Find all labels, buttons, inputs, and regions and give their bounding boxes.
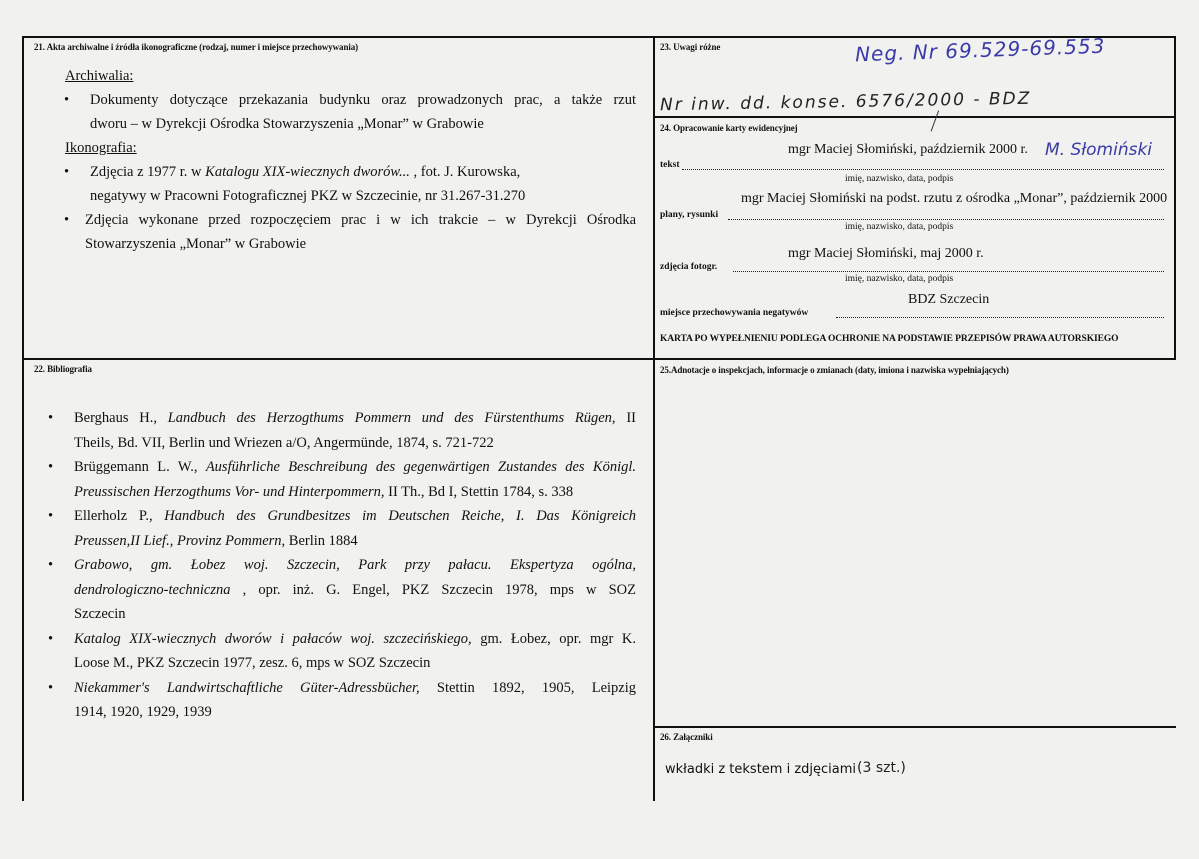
tekst-dotted-line [682, 169, 1164, 170]
handwritten-stroke [931, 110, 951, 135]
middle-border [22, 358, 1176, 360]
bibliography-text: Loose M., PKZ Szczecin 1977, zesz. 6, mps w SOZ Szczecin [74, 655, 431, 671]
bibliography-text: II [615, 410, 636, 426]
tekst-label: tekst [660, 160, 680, 170]
s26-value: wkładki z tekstem i zdjęciami [665, 762, 857, 777]
bibliography-line [74, 627, 636, 652]
zdjecia-value: mgr Maciej Słomiński, maj 2000 r. [788, 246, 984, 261]
s26-handwritten-count: (3 szt.) [857, 760, 906, 776]
bullet-icon: • [48, 557, 54, 573]
bibliography-line [74, 504, 636, 529]
handwritten-inventory-number: Nr inw. dd. konse. 6576/2000 - BDZ [659, 88, 1032, 116]
plany-label: plany, rysunki [660, 210, 719, 220]
tekst-signature: M. Słomiński [1045, 140, 1153, 160]
archiwalia-item: • Dokumenty dotyczące przekazania budynku oraz prowadzonych prac, a także rzut dworu – w Dyrekcji Ośrodka Stowarzyszenia „Monar” w Grabowie [90, 88, 636, 136]
s21-caption: 21. Akta archiwalne i źródła ikonograficzne (rodzaj, numer i miejsce przechowywania) [34, 42, 359, 52]
s22-caption: 22. Bibliografia [34, 364, 92, 374]
bibliography-line: Szczecin [74, 606, 126, 622]
tekst-sub-label: imię, nazwisko, data, podpis [845, 174, 954, 184]
s25-caption: 25.Adnotacje o inspekcjach, informacje o zmianach (daty, imiona i nazwiska wypełniających) [660, 365, 1009, 375]
bibliography-text: Theils, Bd. VII, Berlin und Wriezen a/O, Angermünde, 1874, s. 721-722 [74, 434, 494, 451]
bibliography-item [48, 504, 636, 553]
bibliography-line [74, 406, 636, 431]
handwritten-negative-numbers: Neg. Nr 69.529-69.553 [854, 33, 1106, 67]
bibliography-item [48, 676, 637, 725]
copyright-note: KARTA PO WYPEŁNIENIU PODLEGA OCHRONIE NA PODSTAWIE PRZEPISÓW PRAWA AUTORSKIEGO [660, 334, 1119, 344]
s24-caption: 24. Opracowanie karty ewidencyjnej [660, 123, 798, 133]
left-border [22, 36, 24, 801]
bibliography-item [48, 455, 637, 504]
s26-top-border [655, 726, 1176, 728]
zdjecia-dotted-line [733, 271, 1164, 272]
ikon-item1-text-b: , fot. J. Kurowska, [409, 164, 521, 180]
bullet-icon: • [48, 508, 54, 524]
bibliography-line [74, 651, 636, 676]
bibliography-title-italic: Handbuch des Grundbesitzes im Deutschen Reiche, I. Das Königreich [164, 508, 636, 524]
s26-caption: 26. Załączniki [660, 732, 713, 742]
ikon-item2-line2: Stowarzyszenia „Monar” w Grabowie [85, 236, 307, 252]
ikonografia-item-2: • Zdjęcia wykonane przed rozpoczęciem prac i w ich trakcie – w Dyrekcji Ośrodka Stowarzyszenia „Monar” w Grabowie [85, 208, 636, 256]
bibliography-text: Berlin 1884 [285, 532, 358, 549]
bibliography-item [48, 627, 636, 676]
bibliography-text: Ellerholz P., [74, 508, 165, 524]
bibliography-title-italic: Preussischen Herzogthums Vor- und Hinterpommern, [74, 483, 385, 500]
column-divider [653, 36, 655, 801]
bibliography-text: Brüggemann L. W., [74, 459, 206, 475]
ikonografia-title: Ikonografia: [65, 140, 137, 156]
miejsce-value: BDZ Szczecin [908, 292, 990, 307]
bibliography-title-italic: Ausführliche Beschreibung des gegenwärtigen Zustandes des Königl. [205, 459, 637, 475]
archiwalia-item-line2: dworu – w Dyrekcji Ośrodka Stowarzyszenia „Monar” w Grabowie [90, 116, 484, 132]
ikonografia-item-1: • Zdjęcia z 1977 r. w Katalogu XIX-wiecznych dworów... , fot. J. Kurowska, negatywy w Pracowni Fotograficznej PKZ w Szczecinie, nr 31.267-31.270 [90, 160, 636, 208]
s23-bottom-border [655, 116, 1176, 118]
miejsce-dotted-line [836, 317, 1164, 318]
bibliography-title-italic: Grabowo, gm. Łobez woj. Szczecin, Park przy pałacu. Ekspertyza ogólna, [74, 557, 636, 573]
miejsce-label: miejsce przechowywania negatywów [660, 308, 809, 318]
bibliography-line [74, 455, 636, 480]
bullet-icon: • [48, 410, 54, 426]
bibliography-item [48, 406, 636, 455]
ikon-item1-italic: Katalogu XIX-wiecznych dworów... [205, 164, 410, 180]
bibliography-text: 1914, 1920, 1929, 1939 [74, 704, 212, 720]
bibliography-text: Berghaus H., [74, 410, 168, 426]
bullet-icon: • [48, 459, 54, 475]
plany-value: mgr Maciej Słomiński na podst. rzutu z ośrodka „Monar”, październik 2000 [741, 191, 1168, 206]
tekst-value: mgr Maciej Słomiński, październik 2000 r. [788, 142, 1028, 157]
bibliography-title-italic: Niekammer's Landwirtschaftliche Güter-Adressbücher, [74, 679, 420, 696]
plany-sub-label: imię, nazwisko, data, podpis [845, 222, 954, 232]
bibliography-line [74, 700, 636, 725]
bibliography-text: gm. Łobez, opr. mgr K. [471, 630, 636, 647]
ikon-item1-text-a: Zdjęcia z 1977 r. w [90, 164, 206, 180]
bibliography-title-italic: Landbuch des Herzogthums Pommern und des Fürstenthums Rügen, [167, 410, 616, 426]
bibliography-line [74, 578, 636, 603]
bibliography-line [74, 480, 636, 505]
ikon-item1-line2: negatywy w Pracowni Fotograficznej PKZ w Szczecinie, nr 31.267-31.270 [90, 188, 526, 204]
plany-dotted-line [728, 219, 1164, 220]
s23-caption: 23. Uwagi różne [660, 42, 721, 52]
bibliography-title-italic: Katalog XIX-wiecznych dworów i pałaców woj. szczecińskiego, [74, 630, 472, 647]
zdjecia-label: zdjęcia fotogr. [660, 262, 718, 272]
right-border [1174, 36, 1176, 358]
bullet-icon: • [48, 679, 54, 696]
archiwalia-item-line1: Dokumenty dotyczące przekazania budynku oraz prowadzonych prac, a także rzut [90, 92, 636, 108]
bibliography-title-italic: dendrologiczno-techniczna [74, 581, 231, 598]
ikon-item2-line1: Zdjęcia wykonane przed rozpoczęciem prac i w ich trakcie – w Dyrekcji Ośrodka [85, 212, 636, 228]
bibliography-line [74, 431, 636, 456]
bibliography-text: Stettin 1892, 1905, Leipzig [419, 679, 637, 696]
bibliography-line [74, 529, 636, 554]
bibliography-title-italic: Preussen,II Lief., Provinz Pommern, [74, 532, 286, 549]
bibliography-line [74, 676, 636, 701]
bibliography-text: II Th., Bd I, Stettin 1784, s. 338 [384, 483, 574, 500]
zdjecia-sub-label: imię, nazwisko, data, podpis [845, 274, 954, 284]
bibliography-text: , opr. inż. G. Engel, PKZ Szczecin 1978, mps w SOZ [230, 581, 636, 598]
bullet-icon: • [48, 630, 54, 647]
bibliography-item [48, 553, 636, 627]
bibliography-line [74, 553, 636, 578]
archiwalia-title: Archiwalia: [65, 68, 134, 84]
